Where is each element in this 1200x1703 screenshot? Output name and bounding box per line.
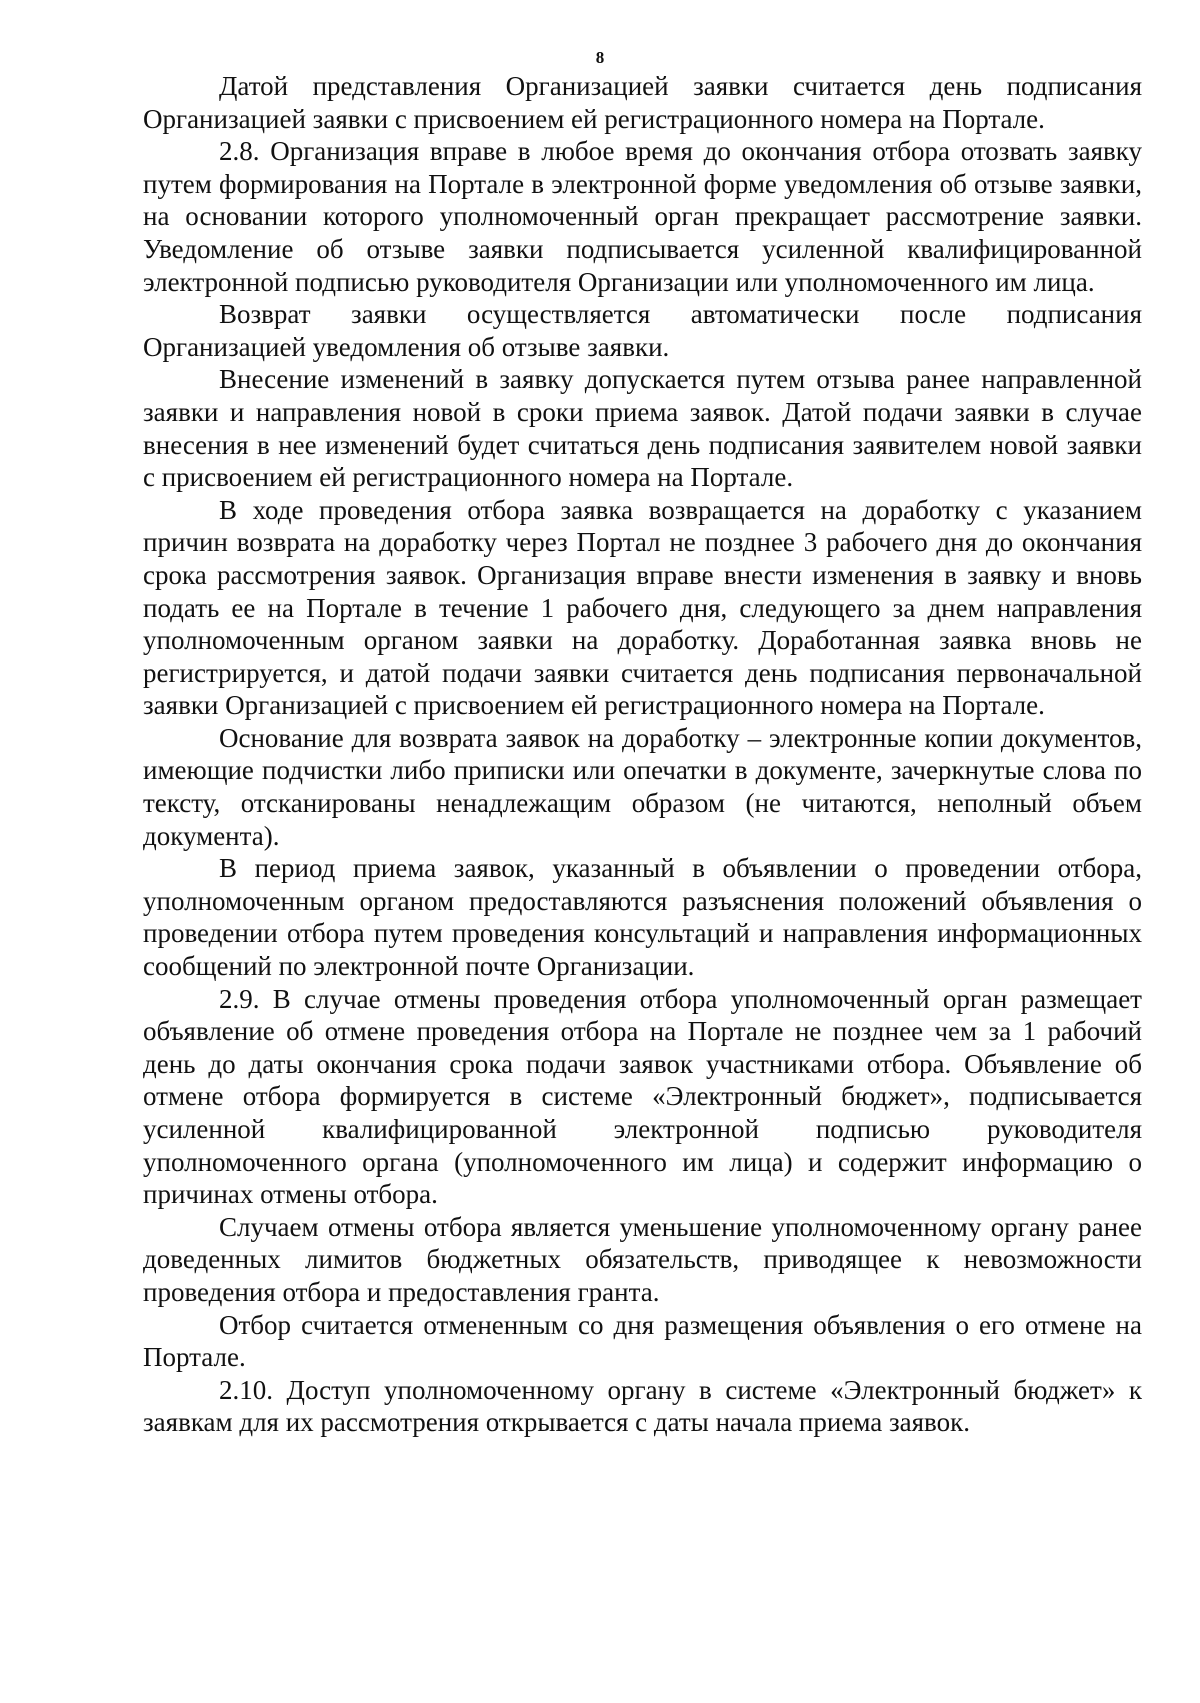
- document-body: [143, 70, 1142, 1439]
- paragraph-2-10-access: 2.10. Доступ уполномоченному органу в системе «Электронный бюджет» к заявкам для их рассмотрения открывается с даты начала приема заявок.: [143, 1374, 1142, 1438]
- paragraph-cancellation-effective: Отбор считается отмененным со дня размещения объявления о его отмене на Портале.: [143, 1309, 1142, 1373]
- paragraph-2-9-cancellation: 2.9. В случае отмены проведения отбора уполномоченный орган размещает объявление об отмене проведения отбора на Портале не позднее чем за 1 рабочий день до даты окончания срока подачи заявок участниками отбора. Объявление об отмене отбора формируется в системе «Электронный бюджет», подписывается усиленной квалифицированной электронной подписью руководителя уполномоченного органа (уполномоченного им лица) и содержит информацию о причинах отмены отбора.: [143, 983, 1142, 1210]
- paragraph-submission-date: Датой представления Организацией заявки считается день подписания Организацией заявки с присвоением ей регистрационного номера на Портале.: [143, 71, 1142, 134]
- paragraph-revision-grounds: Основание для возврата заявок на доработку – электронные копии документов, имеющие подчистки либо приписки или опечатки в документе, зачеркнутые слова по тексту, отсканированы ненадлежащим образом (не читаются, неполный объем документа).: [143, 722, 1142, 851]
- paragraph-revision: В ходе проведения отбора заявка возвращается на доработку с указанием причин возврата на доработку через Портал не позднее 3 рабочего дня до окончания срока рассмотрения заявок. Организация вправе внести изменения в заявку и вновь подать ее на Портале в течение 1 рабочего дня, следующего за днем направления уполномоченным органом заявки на доработку. Доработанная заявка вновь не регистрируется, и датой подачи заявки считается день подписания первоначальной заявки Организацией с присвоением ей регистрационного номера на Портале.: [143, 494, 1142, 721]
- page-number: 8: [595, 48, 605, 67]
- paragraph-2-8-withdrawal: 2.8. Организация вправе в любое время до окончания отбора отозвать заявку путем формирования на Портале в электронной форме уведомления об отзыве заявки, на основании которого уполномоченный орган прекращает рассмотрение заявки. Уведомление об отзыве заявки подписывается усиленной квалифицированной электронной подписью руководителя Организации или уполномоченного им лица.: [143, 136, 1142, 297]
- paragraph-clarifications: В период приема заявок, указанный в объявлении о проведении отбора, уполномоченным органом предоставляются разъяснения положений объявления о проведении отбора путем проведения консультаций и направления информационных сообщений по электронной почте Организации.: [143, 853, 1142, 982]
- paragraph-return-automatic: Возврат заявки осуществляется автоматически после подписания Организацией уведомления об отзыве заявки.: [143, 299, 1142, 362]
- paragraph-cancellation-case: Случаем отмены отбора является уменьшение уполномоченному органу ранее доведенных лимитов бюджетных обязательств, приводящее к невозможности проведения отбора и предоставления гранта.: [143, 1211, 1142, 1307]
- paragraph-changes: Внесение изменений в заявку допускается путем отзыва ранее направленной заявки и направления новой в сроки приема заявок. Датой подачи заявки в случае внесения в нее изменений будет считаться день подписания заявителем новой заявки с присвоением ей регистрационного номера на Портале.: [143, 364, 1142, 493]
